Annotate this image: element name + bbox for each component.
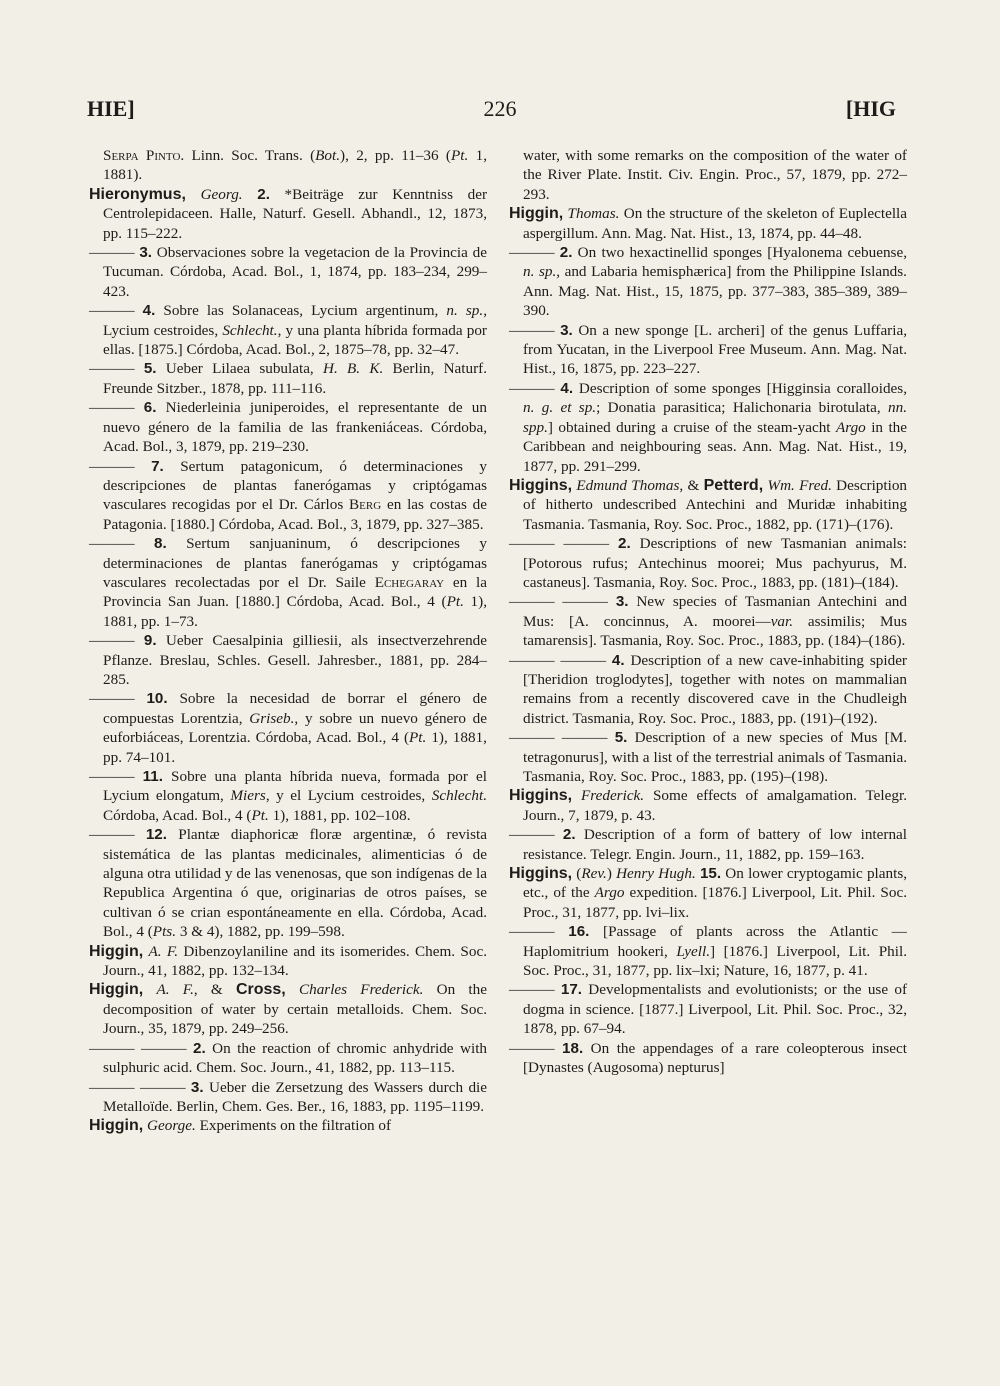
bibliography-entry: ——— 5. Ueber Lilaea subulata, H. B. K. Berlin, Naturf. Freunde Sitzber., 1878, pp. 111–116. [89, 360, 488, 397]
bibliography-entry: Higgin, A. F. Dibenzoylaniline and its isomerides. Chem. Soc. Journ., 41, 1882, pp. 132–134. [89, 942, 487, 980]
bibliography-entry: Higgins, Frederick. Some effects of amalgamation. Telegr. Journ., 7, 1879, p. 43. [509, 787, 907, 824]
bibliography-entry: ——— ——— 3. New species of Tasmanian Antechini and Mus: [A. concinnus, A. moorei—var. assimilis; Mus tamarensis]. Tasmania, Roy. Soc. Proc., 1883, pp. (184)–(186). [509, 593, 907, 650]
bibliography-entry: ——— 4. Sobre las Solanaceas, Lycium argentinum, n. sp., Lycium cestroides, Schlecht., y una planta híbrida formada por ellas. [1875.] Córdoba, Acad. Bol., 2, 1875–78, pp. 32–47. [89, 302, 487, 359]
bibliography-entry: Higgin, Thomas. On the structure of the skeleton of Euplectella aspergillum. Ann. Mag. Nat. Hist., 13, 1874, pp. 44–48. [509, 205, 908, 242]
bibliography-entry: ——— 16. [Passage of plants across the Atlantic —Haplomitrium hookeri, Lyell.] [1876.] Liverpool, Lit. Phil. Soc. Proc., 31, 1877, pp. lix–lxi; Nature, 16, 1877, p. 41. [509, 923, 907, 980]
bibliography-entry: ——— 2. Description of a form of battery of low internal resistance. Telegr. Engin. Journ., 11, 1882, pp. 159–163. [509, 826, 907, 863]
bibliography-entry: Higgin, A. F., & Cross, Charles Frederick. On the decomposition of water by certain metalloids. Chem. Soc. Journ., 35, 1879, pp. 249–256. [89, 981, 487, 1038]
bibliography-entry: ——— 3. Observaciones sobre la vegetacion de la Provincia de Tucuman. Córdoba, Acad. Bol., 1, 1874, pp. 183–234, 299–423. [89, 244, 487, 300]
bibliography-entry: ——— 10. Sobre la necesidad de borrar el género de compuestas Lorentzia, Griseb., y sobre un nuevo género de euforbiáceas, Lorentzia. Córdoba, Acad. Bol., 4 (Pt. 1), 1881, pp. 74–101. [89, 690, 487, 766]
bibliography-entry: ——— 12. Plantæ diaphoricæ floræ argentinæ, ó revista sistemática de las plantas medicinales, alimenticias ó de alguna otra utilidad y de las venenosas, que son indígenas de la Republica Argentina ó que, originarias de otros países, se cultivan ó se crian espontáneamente en ella. Córdoba, Acad. Bol., 4 (Pts. 3 & 4), 1882, pp. 199–598. [89, 826, 487, 941]
bibliography-entry: ——— ——— 4. Description of a new cave-inhabiting spider [Theridion troglodytes], together with notes on mammalian remains from a recently discovered cave in the Chudleigh district. Tasmania, Roy. Soc. Proc., 1883, pp. (191)–(192). [509, 651, 907, 727]
bibliography-entry: ——— 17. Developmentalists and evolutionists; or the use of dogma in science. [1877.] Liverpool, Lit. Phil. Soc. Proc., 32, 1878, pp. 67–94. [509, 981, 908, 1038]
bibliography-entry: Higgin, George. Experiments on the filtration of [89, 1117, 392, 1135]
bibliography-entry: ——— ——— 3. Ueber die Zersetzung des Wassers durch die Metalloïde. Berlin, Chem. Ges. Ber., 16, 1883, pp. 1195–1199. [89, 1078, 487, 1115]
bibliography-entry: ——— 2. On two hexactinellid sponges [Hyalonema cebuense, n. sp., and Labaria hemisphærica] from the Philippine Islands. Ann. Mag. Nat. Hist., 15, 1875, pp. 377–383, 385–389, 389–390. [509, 244, 907, 320]
bibliography-entry: ——— ——— 2. Descriptions of new Tasmanian animals: [Potorous rufus; Antechinus moorei; Mus pachyurus, M. castaneus]. Tasmania, Roy. Soc. Proc., 1883, pp. (181)–(184). [509, 535, 907, 591]
bibliography-entry: ——— 11. Sobre una planta híbrida nueva, formada por el Lycium elongatum, Miers, y el Lycium cestroides, Schlecht. Córdoba, Acad. Bol., 4 (Pt. 1), 1881, pp. 102–108. [89, 768, 487, 824]
bibliography-entry: ——— ——— 5. Description of a new species of Mus [M. tetragonurus], with a list of the terrestrial animals of Tasmania. Tasmania, Roy. Soc. Proc., 1883, pp. (195)–(198). [509, 729, 907, 785]
running-head-right: [HIG [845, 96, 896, 121]
bibliography-entry: ——— 7. Sertum patagonicum, ó determinaciones y descripciones de plantas fanerógamas y criptógamas vasculares recogidas por el Dr. Cárlos Berg en las costas de Patagonia. [1880.] Córdoba, Acad. Bol., 3, 1879, pp. 327–385. [89, 457, 488, 533]
bibliography-entry: ——— 8. Sertum sanjuaninum, ó descripciones y determinaciones de plantas fanerógamas y criptógamas vasculares recolectadas por el Dr. Saile Echegaray en la Provincia San Juan. [1880.] Córdoba, Acad. Bol., 4 (Pt. 1), 1881, pp. 1–73. [89, 535, 487, 630]
bibliography-entry: Higgins, (Rev.) Henry Hugh. 15. On lower cryptogamic plants, etc., of the Argo expedition. [1876.] Liverpool, Lit. Phil. Soc. Proc., 31, 1877, pp. lvi–lix. [509, 865, 908, 921]
page-number: 226 [483, 96, 517, 121]
right-column [509, 146, 907, 1078]
bibliography-entry: ——— 6. Niederleinia juniperoides, el representante de un nuevo género de la familia de las frankeniáceas. Córdoba, Acad. Bol., 3, 1879, pp. 219–230. [89, 399, 487, 456]
bibliography-entry: water, with some remarks on the composition of the water of the River Plate. Instit. Civ. Engin. Proc., 57, 1879, pp. 272–293. [523, 147, 907, 203]
running-head-left: HIE] [87, 96, 135, 121]
bibliography-entry: ——— 18. On the appendages of a rare coleopterous insect [Dynastes (Augosoma) nepturus] [509, 1039, 907, 1077]
bibliography-entry: ——— 3. On a new sponge [L. archeri] of the genus Luffaria, from Yucatan, in the Liverpool Free Museum. Ann. Mag. Nat. Hist., 16, 1875, pp. 223–227. [509, 321, 907, 378]
left-column [89, 146, 487, 1136]
bibliography-entry: ——— 9. Ueber Caesalpinia gilliesii, als insectverzehrende Pflanze. Breslau, Schles. Gesell. Jahresber., 1881, pp. 284–285. [89, 632, 487, 688]
bibliography-entry: Hieronymus, Georg. 2. *Beiträge zur Kenntniss der Centrolepidaceen. Halle, Naturf. Gesell. Abhandl., 12, 1873, pp. 115–222. [89, 185, 488, 242]
bibliography-entry: Serpa Pinto. Linn. Soc. Trans. (Bot.), 2, pp. 11–36 (Pt. 1, 1881). [103, 147, 488, 184]
bibliography-entry: ——— ——— 2. On the reaction of chromic anhydride with sulphuric acid. Chem. Soc. Journ., 41, 1882, pp. 113–115. [89, 1039, 488, 1077]
bibliography-entry: ——— 4. Description of some sponges [Higginsia coralloides, n. g. et sp.; Donatia parasitica; Halichonaria birotulata, nn. spp.] obtained during a cruise of the steam-yacht Argo in the Caribbean and neighbouring seas. Ann. Mag. Nat. Hist., 19, 1877, pp. 291–299. [509, 379, 907, 475]
bibliography-entry: Higgins, Edmund Thomas, & Petterd, Wm. Fred. Description of hitherto undescribed Antechini and Muridæ inhabiting Tasmania. Tasmania, Roy. Soc. Proc., 1882, pp. (171)–(176). [509, 476, 908, 533]
